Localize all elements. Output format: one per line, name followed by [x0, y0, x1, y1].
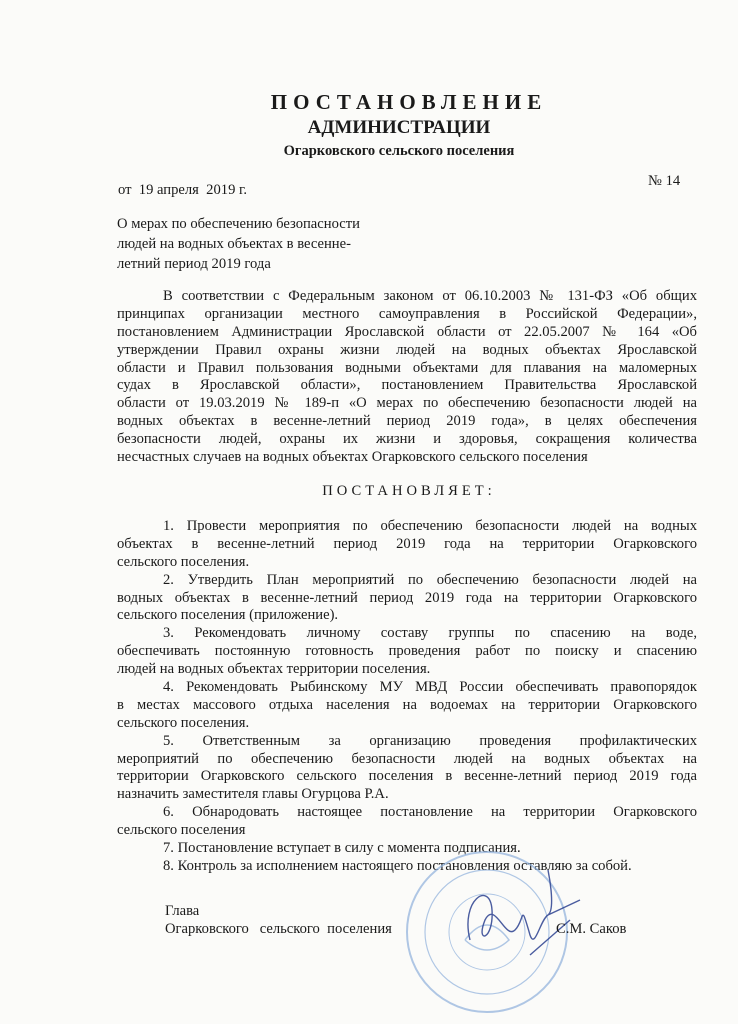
list-item	[117, 518, 697, 572]
signatory-name: С.М. Саков	[556, 921, 627, 937]
list-item	[117, 679, 697, 733]
text-line: постановлением Администрации Ярославской области от 22.05.2007 № 164 «Об	[117, 323, 697, 340]
text-line: 5. Ответственным за организацию проведения профилактических	[163, 732, 697, 749]
text-line: В соответствии с Федеральным законом от 06.10.2003 № 131-ФЗ «Об общих	[163, 288, 697, 304]
subject-line: людей на водных объектах в весенне-	[117, 236, 351, 252]
text-line: утверждении Правил охраны жизни людей на водных объектах Ярославской	[117, 341, 697, 358]
subject-line: О мерах по обеспечению безопасности	[117, 216, 360, 232]
items-list	[117, 518, 697, 876]
organization-name: Огарковского сельского поселения	[283, 143, 515, 159]
text-line: области от 19.03.2019 № 189-п «О мерах по обеспечению безопасности людей на	[117, 395, 697, 412]
resolves-heading: ПОСТАНОВЛЯЕТ:	[322, 483, 496, 499]
document-number: № 14	[648, 173, 681, 189]
list-item	[117, 804, 697, 840]
text-line: 3. Рекомендовать личному составу группы по спасению на воде,	[163, 625, 697, 642]
text-line: назначить заместителя главы Огурцова Р.А.	[117, 786, 389, 803]
text-line: 1. Провести мероприятия по обеспечению безопасности людей на водных	[163, 518, 697, 534]
subject-line: летний период 2019 года	[117, 256, 271, 272]
text-line: сельского поселения	[117, 822, 246, 839]
text-line: безопасности людей, охраны их жизни и здоровья, сокращения количества	[117, 431, 697, 448]
signature-position-line2: Огарковского сельского поселения	[165, 921, 392, 937]
subject	[117, 214, 697, 274]
text-line: 7. Постановление вступает в силу с момента подписания.	[163, 840, 521, 857]
text-line: несчастных случаев на водных объектах Огарковского сельского поселения	[117, 449, 588, 466]
text-line: объектах в весенне-летний период 2019 года на территории Огарковского	[117, 535, 697, 552]
text-line: людей на водных объектах территории поселения.	[117, 661, 431, 678]
text-line: 8. Контроль за исполнением настоящего постановления оставляю за собой.	[163, 857, 632, 874]
text-line: территории Огарковского сельского поселения в весенне-летний период 2019 года	[117, 768, 697, 785]
text-line: сельского поселения.	[117, 553, 250, 570]
text-line: сельского поселения.	[117, 714, 250, 731]
text-line: 2. Утвердить План мероприятий по обеспечению безопасности людей на	[163, 571, 697, 588]
list-item	[117, 733, 697, 805]
text-line: принципах организации местного самоуправления в Российской Федерации»,	[117, 305, 697, 322]
list-item	[117, 625, 697, 679]
document-date: от 19 апреля 2019 г.	[118, 182, 248, 198]
text-line: в местах массового отдыха населения на водоемах на территории Огарковского	[117, 696, 697, 713]
text-line: мероприятий по обеспечению безопасности людей на водных объектах на	[117, 750, 697, 767]
text-line: сельского поселения (приложение).	[117, 607, 339, 624]
list-item	[117, 572, 697, 626]
document-subtitle: АДМИНИСТРАЦИИ	[307, 117, 491, 138]
text-line: области и Правил пользования водными объектами для плавания на маломерных	[117, 359, 697, 376]
handwritten-signature	[430, 860, 590, 980]
preamble-paragraph	[117, 288, 697, 467]
text-line: обеспечивать постоянную готовность проведения работ по поиску и спасению	[117, 643, 697, 660]
document-title: ПОСТАНОВЛЕНИЕ	[270, 90, 548, 114]
text-line: водных объектах в весенне-летний период 2019 года на территории Огарковского	[117, 589, 697, 606]
text-line: 4. Рекомендовать Рыбинскому МУ МВД России обеспечивать правопорядок	[163, 679, 697, 696]
signature-position-line1: Глава	[165, 903, 200, 919]
text-line: 6. Обнародовать настоящее постановление на территории Огарковского	[163, 804, 697, 821]
text-line: судах в Ярославской области», постановлением Правительства Ярославской	[117, 377, 697, 394]
text-line: водных объектах в весенне-летний период 2019 года», в целях обеспечения	[117, 413, 697, 430]
